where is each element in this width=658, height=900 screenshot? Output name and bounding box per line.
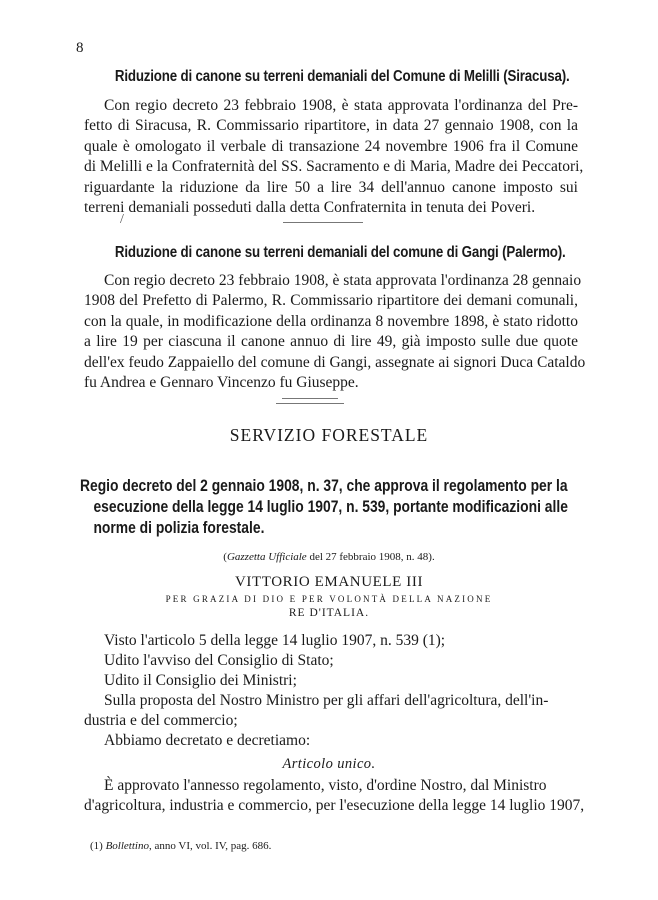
udito-consiglio-ministri: Udito il Consiglio dei Ministri; <box>104 672 297 689</box>
decree-title-line-3: norme di polizia forestale. <box>93 519 265 537</box>
melilli-paragraph <box>84 96 584 218</box>
gangi-line-3: con la quale, in modificazione della ordinanza 8 novembre 1898, è stato ridotto <box>84 312 578 330</box>
gazette-open: ( <box>223 551 227 563</box>
footnote-source: Bollettino <box>105 840 149 852</box>
article-heading: Articolo unico. <box>282 756 376 772</box>
gangi-line-5: dell'ex feudo Zappaiello del comune di Gangi, assegnate ai signori Duca Cataldo <box>84 353 586 371</box>
section-divider-1 <box>283 222 363 223</box>
gangi-line-6: fu Andrea e Gennaro Vincenzo fu Giuseppe. <box>84 374 359 392</box>
melilli-line-3: quale è omologato il verbale di transazione 24 novembre 1906 fra il Comune <box>84 137 578 155</box>
melilli-line-6: terreni demaniali posseduti dalla detta Confraternita in tenuta dei Poveri. <box>84 199 536 217</box>
gazette-name: Gazzetta Ufficiale <box>226 551 307 563</box>
gazette-reference <box>0 551 658 563</box>
approvato-line-1: È approvato l'annesso regolamento, visto, d'ordine Nostro, dal Ministro <box>104 777 547 794</box>
gangi-line-2: 1908 del Prefetto di Palermo, R. Commissario ripartitore dei demani comunali, <box>84 292 578 310</box>
king-title: RE D'ITALIA. <box>288 607 370 619</box>
footnote-details: , anno VI, vol. IV, pag. 686. <box>148 840 272 852</box>
decree-title-line-2: esecuzione della legge 14 luglio 1907, n. 539, portante modificazioni alle <box>93 498 568 516</box>
gangi-line-1: Con regio decreto 23 febbraio 1908, è stata approvata l'ordinanza 28 gennaio <box>104 272 582 289</box>
abbiamo-decretato: Abbiamo decretato e decretiamo: <box>104 732 311 749</box>
decree-title-line-1: Regio decreto del 2 gennaio 1908, n. 37, che approva il regolamento per la <box>80 477 568 495</box>
udito-consiglio-stato: Udito l'avviso del Consiglio di Stato; <box>104 652 334 669</box>
approvato-line-2: d'agricoltura, industria e commercio, per l'esecuzione della legge 14 luglio 1907, <box>84 797 585 814</box>
melilli-line-2: fetto di Siracusa, R. Commissario ripartitore, in data 27 gennaio 1908, con la <box>84 117 578 135</box>
footnote-mark: (1) <box>90 840 106 852</box>
visto-line: Visto l'articolo 5 della legge 14 luglio 1907, n. 539 (1); <box>104 632 446 649</box>
gangi-heading: Riduzione di canone su terreni demaniali del comune di Gangi (Palermo). <box>114 244 566 261</box>
grace-line: PER GRAZIA DI DIO E PER VOLONTÀ DELLA NAZIONE <box>165 594 493 604</box>
stray-mark-icon: / <box>120 212 124 227</box>
footnote <box>90 840 271 852</box>
melilli-line-5: riguardante la riduzione da lire 50 a lire 34 dell'annuo canone imposto sui <box>84 178 578 196</box>
king-name: VITTORIO EMANUELE III <box>234 574 424 590</box>
page-number: 8 <box>76 40 84 56</box>
proposta-line-2: dustria e del commercio; <box>84 712 238 729</box>
melilli-heading: Riduzione di canone su terreni demaniali del Comune di Melilli (Siracusa). <box>114 68 570 85</box>
section-divider-2a <box>282 398 338 399</box>
gangi-paragraph <box>84 271 586 393</box>
decree-title <box>80 476 578 539</box>
section-divider-2b <box>276 403 344 404</box>
proposta-line-1: Sulla proposta del Nostro Ministro per gli affari dell'agricoltura, dell'in- <box>104 692 549 709</box>
melilli-line-1: Con regio decreto 23 febbraio 1908, è stata approvata l'ordinanza del Pre- <box>104 97 578 114</box>
gangi-line-4: a lire 19 per ciascuna il canone annuo di lire 49, già imposto sulle due quote <box>84 333 578 351</box>
gazette-details: del 27 febbraio 1908, n. 48). <box>306 551 435 563</box>
section-title: SERVIZIO FORESTALE <box>229 425 429 445</box>
melilli-line-4: di Melilli e la Confraternità del SS. Sacramento e di Maria, Madre dei Peccatori, <box>84 158 584 176</box>
